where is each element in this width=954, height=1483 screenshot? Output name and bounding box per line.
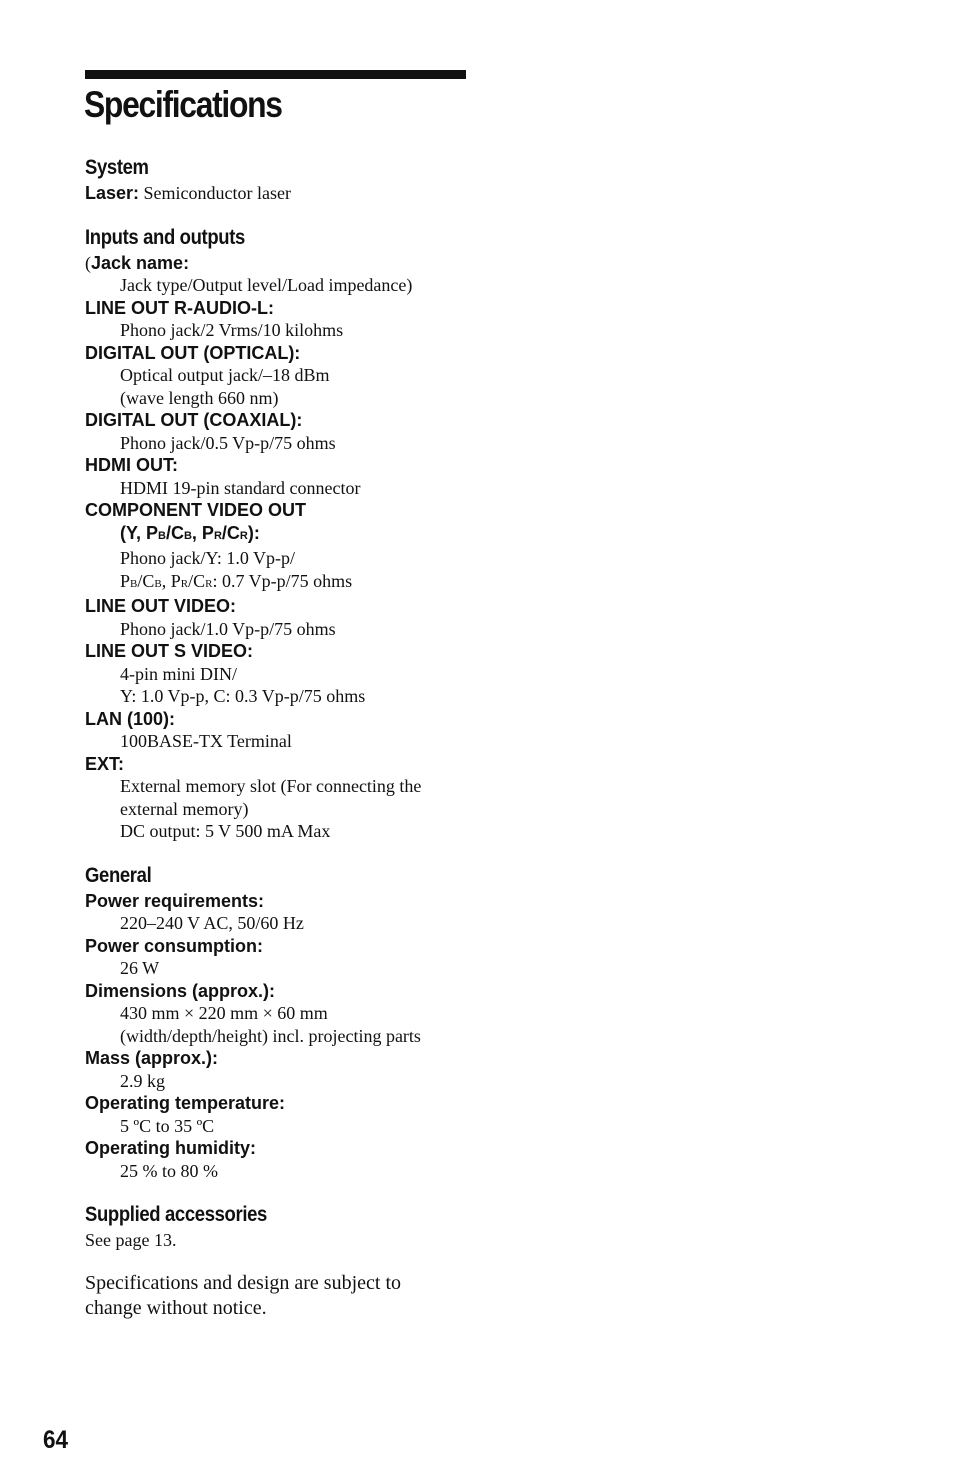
- component-value-part: /C: [137, 570, 155, 591]
- ext-value-2: external memory): [120, 798, 249, 819]
- digital-coaxial-value: Phono jack/0.5 Vp-p/75 ohms: [120, 432, 336, 453]
- jack-name-label: Jack name:: [91, 252, 190, 273]
- lan-value: 100BASE-TX Terminal: [120, 731, 292, 751]
- component-value-sub: R: [180, 577, 189, 590]
- component-value-sub: R: [205, 577, 213, 590]
- digital-optical-value-1: Optical output jack/–18 dBm: [120, 365, 330, 385]
- mass-label: Mass (approx.):: [85, 1048, 219, 1068]
- laser-value: Semiconductor laser: [143, 183, 291, 203]
- notice: [85, 1271, 485, 1321]
- accessories-section: [85, 1201, 485, 1252]
- hdmi-value: HDMI 19-pin standard connector: [120, 477, 361, 498]
- component-value-part: : 0.7 Vp-p/75 ohms: [212, 570, 353, 591]
- dimensions-label: Dimensions (approx.):: [85, 980, 276, 1001]
- op-humidity-label: Operating humidity:: [85, 1138, 256, 1158]
- mass-value: 2.9 kg: [120, 1070, 165, 1091]
- jack-paren: (: [85, 252, 91, 273]
- component-label-sub: B: [158, 529, 166, 542]
- component-value-1: Phono jack/Y: 1.0 Vp-p/: [120, 548, 296, 568]
- ext-value-1: External memory slot (For connecting the: [120, 776, 422, 796]
- dimensions-value-1: 430 mm × 220 mm × 60 mm: [120, 1003, 328, 1023]
- jack-desc: Jack type/Output level/Load impedance): [120, 275, 413, 295]
- component-value-sub: B: [130, 577, 138, 590]
- page-title: Specifications: [84, 84, 282, 125]
- line-out-audio-label: LINE OUT R-AUDIO-L:: [85, 297, 274, 318]
- component-label-part: /C: [165, 522, 184, 543]
- s-video-label: LINE OUT S VIDEO:: [85, 641, 254, 661]
- component-value-part: , P: [161, 570, 181, 591]
- power-cons-value: 26 W: [120, 958, 160, 978]
- section-heading-system: System: [85, 156, 149, 179]
- section-heading-general: General: [85, 863, 152, 887]
- component-value-part: P: [120, 570, 131, 591]
- power-req-value: 220–240 V AC, 50/60 Hz: [120, 913, 304, 933]
- digital-optical-value-2: (wave length 660 nm): [120, 387, 279, 408]
- component-label-part: , P: [191, 522, 214, 543]
- ext-label: EXT:: [85, 753, 125, 774]
- inputs-outputs-section: [85, 224, 485, 843]
- notice-line-2: change without notice.: [85, 1296, 267, 1319]
- component-label-part: ):: [247, 522, 260, 543]
- system-section: [85, 154, 485, 205]
- power-req-label: Power requirements:: [85, 890, 265, 911]
- title-rule: [85, 70, 466, 79]
- component-value-2: [85, 570, 485, 596]
- component-label-sub: R: [213, 529, 222, 542]
- s-video-value-2: Y: 1.0 Vp-p, C: 0.3 Vp-p/75 ohms: [120, 686, 366, 706]
- accessories-value: See page 13.: [85, 1230, 177, 1250]
- op-temp-value: 5 ºC to 35 ºC: [120, 1115, 215, 1136]
- digital-coaxial-label: DIGITAL OUT (COAXIAL):: [85, 410, 303, 430]
- laser-line: [85, 182, 485, 205]
- specs-column: [85, 154, 485, 1321]
- dimensions-value-2: (width/depth/height) incl. projecting parts: [120, 1025, 421, 1046]
- laser-label: Laser:: [85, 183, 140, 203]
- component-label-sub: B: [183, 529, 192, 542]
- op-temp-label: Operating temperature:: [85, 1093, 286, 1113]
- op-humidity-value: 25 % to 80 %: [120, 1160, 218, 1181]
- line-out-audio-value: Phono jack/2 Vrms/10 kilohms: [120, 320, 344, 340]
- s-video-value-1: 4-pin mini DIN/: [120, 663, 237, 684]
- section-heading-inputs-outputs: Inputs and outputs: [85, 225, 245, 249]
- lan-label: LAN (100):: [85, 708, 176, 729]
- section-heading-accessories: Supplied accessories: [85, 1203, 267, 1226]
- general-section: [85, 862, 485, 1183]
- component-label-part: (Y, P: [120, 522, 159, 543]
- jack-name-legend: [85, 252, 485, 275]
- power-cons-label: Power consumption:: [85, 935, 264, 956]
- notice-line-1: Specifications and design are subject to: [85, 1271, 402, 1294]
- component-value-part: /C: [188, 570, 206, 591]
- digital-optical-label: DIGITAL OUT (OPTICAL):: [85, 342, 301, 363]
- line-out-video-label: LINE OUT VIDEO:: [85, 596, 237, 616]
- component-label-sub: R: [239, 529, 248, 542]
- line-out-video-value: Phono jack/1.0 Vp-p/75 ohms: [120, 618, 336, 639]
- hdmi-label: HDMI OUT:: [85, 455, 178, 475]
- page-number: 64: [43, 1426, 69, 1454]
- component-label-part: /C: [221, 522, 240, 543]
- component-label-2: [85, 522, 485, 548]
- component-value-sub: B: [154, 577, 162, 590]
- component-label-1: COMPONENT VIDEO OUT: [85, 500, 307, 520]
- ext-value-3: DC output: 5 V 500 mA Max: [120, 821, 331, 841]
